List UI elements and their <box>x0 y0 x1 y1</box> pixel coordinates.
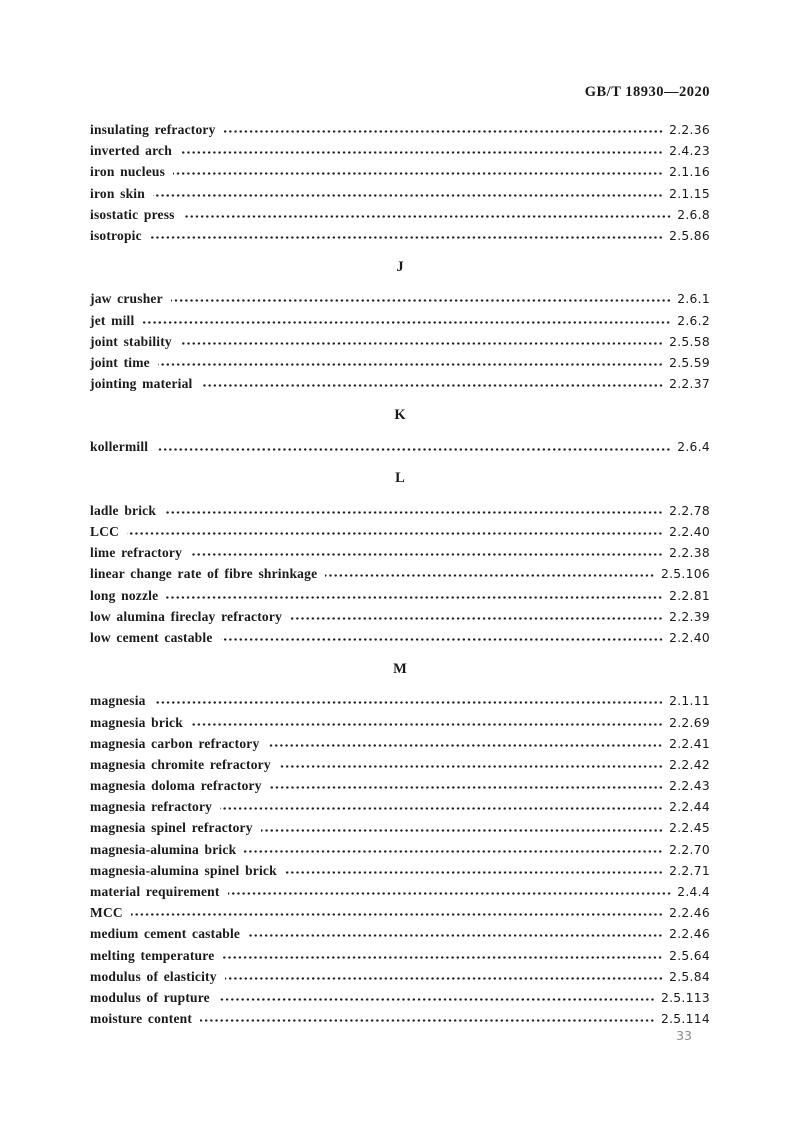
index-entry <box>90 627 710 648</box>
index-term: low cement castable <box>90 629 213 645</box>
index-entry <box>90 775 710 796</box>
index-entry <box>90 860 710 881</box>
index-ref-number: 2.2.38 <box>669 546 710 561</box>
index-entry <box>90 352 710 373</box>
index-ref-number: 2.1.15 <box>669 186 710 201</box>
index-ref-number: 2.2.44 <box>669 800 710 815</box>
index-ref-number: 2.2.46 <box>669 906 710 921</box>
dot-leader <box>164 509 663 516</box>
dot-leader <box>153 192 663 199</box>
index-section-letter: K <box>394 406 406 423</box>
dot-leader <box>180 340 663 347</box>
dot-leader <box>166 594 663 601</box>
index-term: magnesia brick <box>90 714 183 730</box>
dot-leader <box>131 911 663 918</box>
index-entry <box>90 161 710 182</box>
index-entry <box>90 712 710 733</box>
dot-leader <box>127 530 663 537</box>
index-term: inverted arch <box>90 143 172 159</box>
index-term: modulus of rupture <box>90 989 210 1005</box>
index-term: magnesia chromite refractory <box>90 756 271 772</box>
index-ref-number: 2.5.64 <box>669 948 710 963</box>
index-term: jaw crusher <box>90 291 163 307</box>
page-number: 33 <box>676 1028 692 1043</box>
index-ref-number: 2.2.81 <box>669 588 710 603</box>
index-term: joint time <box>90 354 150 370</box>
index-term: kollermill <box>90 439 149 455</box>
index-term: magnesia refractory <box>90 799 213 815</box>
index-list <box>90 119 710 1029</box>
dot-leader <box>173 170 663 177</box>
index-ref-number: 2.5.86 <box>669 228 710 243</box>
index-term: joint stability <box>90 333 172 349</box>
index-ref-number: 2.5.59 <box>669 355 710 370</box>
index-term: isotropic <box>90 227 142 243</box>
dot-leader <box>224 128 664 135</box>
index-entry <box>90 183 710 204</box>
index-ref-number: 2.2.69 <box>669 715 710 730</box>
index-entry <box>90 500 710 521</box>
index-ref-number: 2.1.16 <box>669 165 710 180</box>
dot-leader <box>222 954 663 961</box>
index-ref-number: 2.2.41 <box>669 736 710 751</box>
index-term: iron skin <box>90 185 145 201</box>
dot-leader <box>270 784 663 791</box>
index-ref-number: 2.2.36 <box>669 123 710 137</box>
index-entry <box>90 923 710 944</box>
dot-leader <box>201 382 664 389</box>
index-entry <box>90 225 710 246</box>
index-ref-number: 2.5.114 <box>660 1012 710 1027</box>
index-ref-number: 2.6.1 <box>677 292 710 307</box>
index-entry <box>90 966 710 987</box>
index-entry <box>90 310 710 331</box>
dot-leader <box>190 551 663 558</box>
index-term: insulating refractory <box>90 122 216 137</box>
index-term: jet mill <box>90 312 135 328</box>
dot-leader <box>225 975 663 982</box>
index-ref-number: 2.6.4 <box>677 440 710 455</box>
dot-leader <box>221 636 664 643</box>
dot-leader <box>171 297 671 304</box>
dot-leader <box>200 1017 655 1024</box>
index-ref-number: 2.2.37 <box>669 377 710 392</box>
index-ref-number: 2.2.43 <box>669 779 710 794</box>
index-entry <box>90 796 710 817</box>
index-ref-number: 2.6.8 <box>677 207 710 222</box>
dot-leader <box>244 848 663 855</box>
index-ref-number: 2.2.71 <box>669 863 710 878</box>
index-ref-number: 2.2.70 <box>669 842 710 857</box>
index-ref-number: 2.5.58 <box>669 334 710 349</box>
index-entry <box>90 733 710 754</box>
index-term: magnesia doloma refractory <box>90 778 262 794</box>
index-term: MCC <box>90 905 123 921</box>
dot-leader <box>142 319 671 326</box>
index-term: jointing material <box>90 376 193 392</box>
index-term: linear change rate of fibre shrinkage <box>90 566 318 582</box>
index-entry <box>90 119 710 140</box>
standard-code: GB/T 18930—2020 <box>584 84 710 100</box>
index-entry <box>90 1008 710 1029</box>
index-term: magnesia carbon refractory <box>90 735 260 751</box>
index-entry <box>90 331 710 352</box>
index-entry <box>90 817 710 838</box>
index-term: medium cement castable <box>90 926 241 942</box>
index-term: low alumina fireclay refractory <box>90 608 283 624</box>
dot-leader <box>279 763 663 770</box>
index-ref-number: 2.2.46 <box>669 927 710 942</box>
dot-leader <box>183 213 672 220</box>
index-term: ladle brick <box>90 502 157 518</box>
dot-leader <box>261 827 663 834</box>
index-section-letter: M <box>393 660 407 677</box>
index-term: moisture content <box>90 1011 193 1027</box>
dot-leader <box>180 149 663 156</box>
dot-leader <box>156 446 671 453</box>
index-entry <box>90 585 710 606</box>
index-entry <box>90 373 710 394</box>
index-term: magnesia-alumina spinel brick <box>90 862 277 878</box>
index-entry <box>90 987 710 1008</box>
index-term: magnesia-alumina brick <box>90 841 237 857</box>
index-section-letter: L <box>395 470 405 487</box>
index-term: long nozzle <box>90 587 159 603</box>
dot-leader <box>158 361 663 368</box>
index-entry <box>90 690 710 711</box>
index-term: modulus of elasticity <box>90 968 217 984</box>
index-entry <box>90 140 710 161</box>
dot-leader <box>154 699 663 706</box>
index-ref-number: 2.2.78 <box>669 503 710 518</box>
index-term: LCC <box>90 524 120 539</box>
index-entry <box>90 521 710 542</box>
index-term: isostatic press <box>90 206 175 222</box>
index-entry <box>90 542 710 563</box>
index-term: magnesia spinel refractory <box>90 820 253 836</box>
dot-leader <box>218 996 655 1003</box>
dot-leader <box>325 572 655 579</box>
index-entry <box>90 902 710 923</box>
index-entry <box>90 945 710 966</box>
index-ref-number: 2.2.40 <box>669 630 710 645</box>
dot-leader <box>220 805 663 812</box>
index-section-letter: J <box>396 258 404 275</box>
index-entry <box>90 563 710 584</box>
index-term: melting temperature <box>90 947 215 963</box>
index-entry <box>90 754 710 775</box>
index-term: magnesia <box>90 693 146 709</box>
index-ref-number: 2.2.42 <box>669 757 710 772</box>
index-entry <box>90 436 710 457</box>
index-term: iron nucleus <box>90 164 166 180</box>
dot-leader <box>285 869 663 876</box>
dot-leader <box>150 234 663 241</box>
index-entry <box>90 839 710 860</box>
index-ref-number: 2.2.40 <box>669 525 710 539</box>
dot-leader <box>228 890 672 897</box>
index-ref-number: 2.2.45 <box>669 821 710 836</box>
index-entry <box>90 606 710 627</box>
index-entry <box>90 288 710 309</box>
dot-leader <box>290 615 663 622</box>
index-ref-number: 2.2.39 <box>669 609 710 624</box>
index-ref-number: 2.5.106 <box>660 567 710 582</box>
index-ref-number: 2.1.11 <box>669 694 710 709</box>
dot-leader <box>267 742 663 749</box>
index-term: material requirement <box>90 884 220 899</box>
dot-leader <box>191 721 663 728</box>
dot-leader <box>248 932 663 939</box>
index-ref-number: 2.5.84 <box>669 969 710 984</box>
index-ref-number: 2.5.113 <box>660 990 710 1005</box>
index-entry <box>90 204 710 225</box>
index-ref-number: 2.6.2 <box>677 313 710 328</box>
index-ref-number: 2.4.23 <box>669 144 710 159</box>
index-entry <box>90 881 710 902</box>
index-ref-number: 2.4.4 <box>677 885 710 899</box>
index-term: lime refractory <box>90 545 183 561</box>
